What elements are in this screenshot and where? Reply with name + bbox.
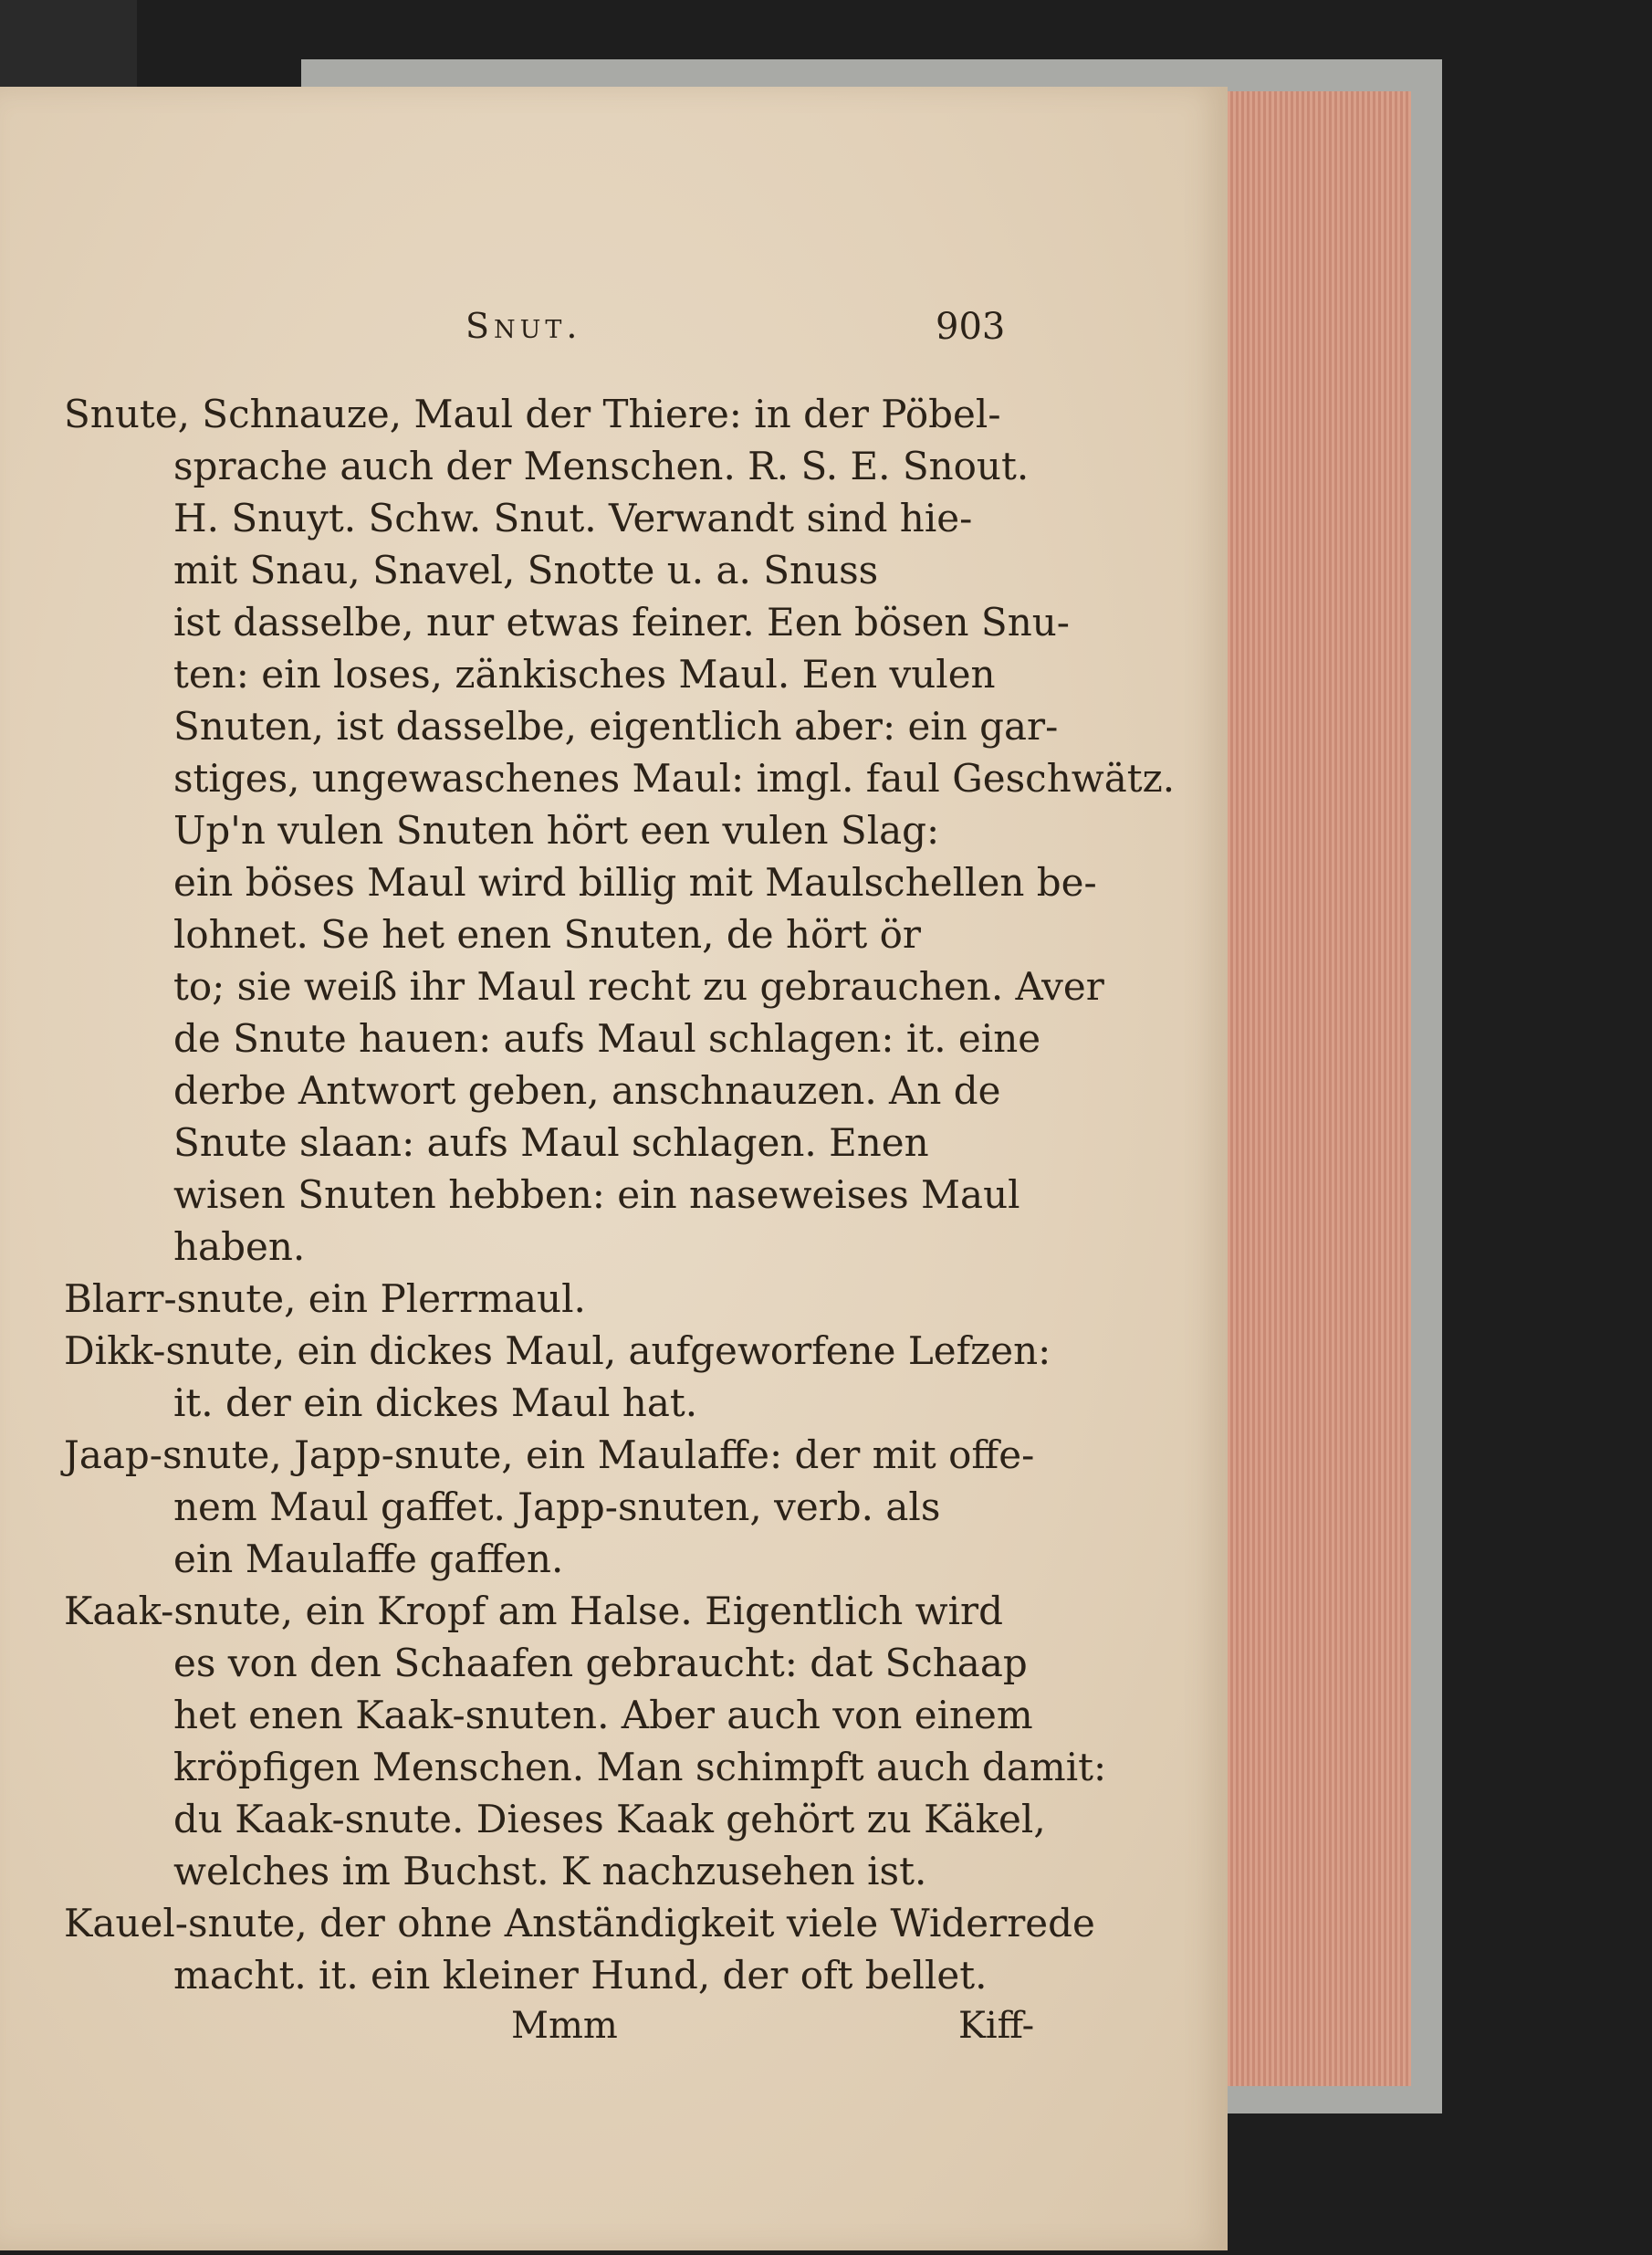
- text-line: ten: ein loses, zänkisches Maul. Een vulen: [173, 652, 996, 697]
- page-number: 903: [936, 306, 1006, 348]
- text-line: nem Maul gaffet. Japp-snuten, verb. als: [173, 1484, 941, 1529]
- text-line: Dikk-snute, ein dickes Maul, aufgeworfene Lefzen:: [64, 1328, 1051, 1373]
- text-line: Kauel-snute, der ohne Anständigkeit viele Widerrede: [64, 1901, 1095, 1946]
- text-line: lohnet. Se het enen Snuten, de hört ör: [173, 912, 921, 957]
- text-line: Snute, Schnauze, Maul der Thiere: in der Pöbel-: [64, 392, 1001, 436]
- running-head-title: Snut.: [465, 306, 582, 346]
- catchword: Kiff-: [958, 2005, 1035, 2047]
- text-line: ist dasselbe, nur etwas feiner. Een bösen Snu-: [173, 600, 1070, 645]
- text-line: it. der ein dickes Maul hat.: [173, 1380, 698, 1425]
- book-binding: [0, 0, 137, 100]
- dictionary-entries: [64, 388, 1176, 2001]
- text-line: wisen Snuten hebben: ein naseweises Maul: [173, 1172, 1020, 1217]
- text-line: Snuten, ist dasselbe, eigentlich aber: ein gar-: [173, 704, 1059, 749]
- text-line: het enen Kaak-snuten. Aber auch von einem: [173, 1693, 1033, 1737]
- page-edges: [1214, 91, 1411, 2086]
- text-line: es von den Schaafen gebraucht: dat Schaap: [173, 1641, 1028, 1685]
- text-line: du Kaak-snute. Dieses Kaak gehört zu Käkel,: [173, 1797, 1046, 1841]
- text-line: Up'n vulen Snuten hört een vulen Slag:: [173, 808, 940, 853]
- page-footer: [64, 2005, 1050, 2060]
- signature-mark: Mmm: [511, 2005, 618, 2047]
- page-text: [64, 306, 1176, 2060]
- text-line: haben.: [173, 1224, 306, 1269]
- running-head: [64, 306, 1050, 361]
- text-line: ein Maulaffe gaffen.: [173, 1537, 564, 1581]
- text-line: sprache auch der Menschen. R. S. E. Snout.: [173, 444, 1030, 488]
- text-line: Snute slaan: aufs Maul schlagen. Enen: [173, 1120, 929, 1165]
- text-line: macht. it. ein kleiner Hund, der oft bellet.: [173, 1953, 988, 1998]
- text-line: Kaak-snute, ein Kropf am Halse. Eigentlich wird: [64, 1589, 1003, 1633]
- text-line: H. Snuyt. Schw. Snut. Verwandt sind hie-: [173, 496, 973, 540]
- text-line: stiges, ungewaschenes Maul: imgl. faul Geschwätz.: [173, 756, 1176, 801]
- book-page: [0, 87, 1228, 2250]
- text-line: welches im Buchst. K nachzusehen ist.: [173, 1849, 927, 1893]
- text-line: kröpfigen Menschen. Man schimpft auch damit:: [173, 1745, 1107, 1789]
- text-line: de Snute hauen: aufs Maul schlagen: it. eine: [173, 1016, 1041, 1061]
- text-line: Jaap-snute, Japp-snute, ein Maulaffe: der mit offe-: [64, 1432, 1035, 1477]
- text-line: derbe Antwort geben, anschnauzen. An de: [173, 1068, 1001, 1113]
- text-line: ein böses Maul wird billig mit Maulschellen be-: [173, 860, 1097, 905]
- text-line: mit Snau, Snavel, Snotte u. a. Snuss: [173, 548, 879, 593]
- text-line: Blarr-snute, ein Plerrmaul.: [64, 1276, 586, 1321]
- text-line: to; sie weiß ihr Maul recht zu gebrauchen. Aver: [173, 964, 1104, 1009]
